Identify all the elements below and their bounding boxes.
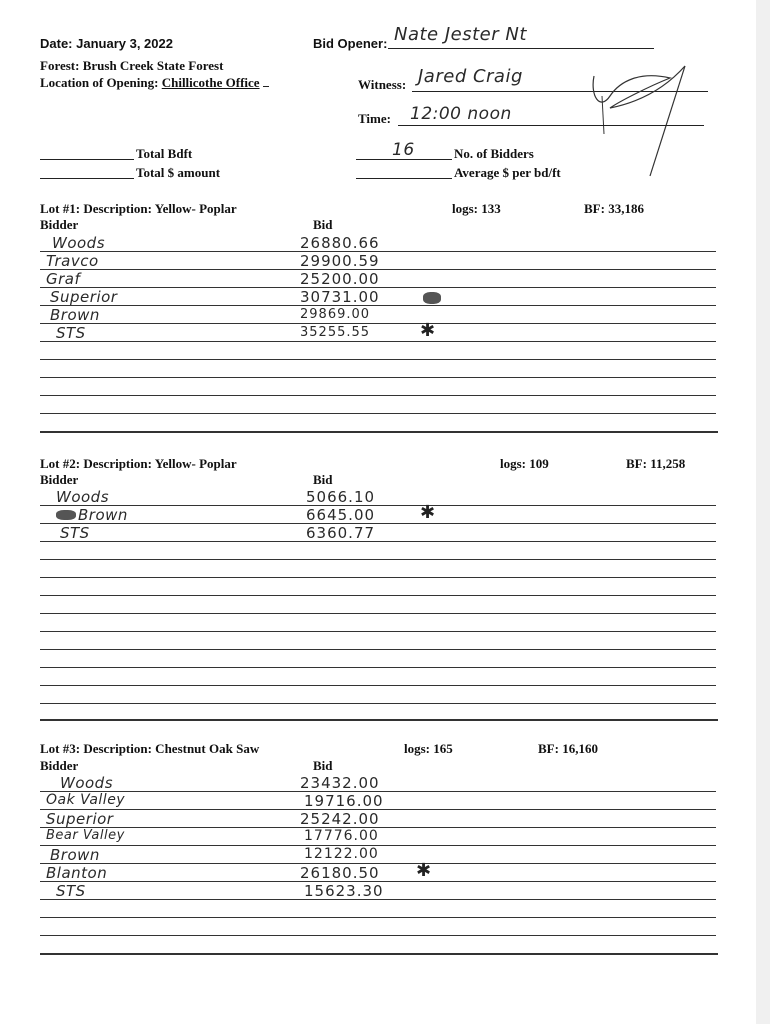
table-row-bidder: STS (56, 882, 86, 900)
table-row-bidder: STS (60, 524, 90, 542)
lot-bf: BF: 11,258 (626, 456, 686, 471)
table-row-bid: 15623.30 (304, 882, 384, 900)
location-value: Chillicothe Office (161, 75, 260, 90)
total-amount-label: Total $ amount (136, 165, 221, 180)
lot-title: Lot #3: Description: Chestnut Oak Saw (40, 741, 260, 756)
num-bidders-label: No. of Bidders (454, 146, 534, 161)
location-label: Location of Opening: (40, 75, 159, 90)
bid-opener-label: Bid Opener: (313, 36, 388, 51)
total-amount-blank (40, 178, 134, 179)
bidder-header: Bidder (40, 758, 79, 773)
scribble-mark (56, 510, 76, 520)
table-row-bid: 23432.00 (300, 774, 380, 792)
time-label: Time: (358, 111, 391, 126)
scan-edge (756, 0, 770, 1024)
lot-logs: logs: 109 (500, 456, 549, 471)
lot-title: Lot #1: Description: Yellow- Poplar (40, 201, 237, 216)
lot-logs: logs: 165 (404, 741, 453, 756)
location-line (40, 75, 269, 91)
avg-label: Average $ per bd/ft (454, 165, 561, 180)
table-row-bidder: Brown (78, 506, 128, 524)
table-row-bidder: Woods (56, 488, 110, 506)
winning-bid-star-icon: ✱ (420, 320, 436, 341)
table-row-bid: 29900.59 (300, 252, 380, 270)
witness-label: Witness: (358, 77, 407, 92)
table-row-bidder: Woods (52, 234, 106, 252)
winning-bid-star-icon: ✱ (420, 502, 436, 523)
witness-signature: Jared Craig (418, 66, 523, 87)
table-row-bid: 29869.00 (300, 307, 371, 322)
table-row-bid: 6645.00 (306, 506, 376, 524)
date-line: Date: January 3, 2022 (40, 36, 173, 51)
table-row-bidder: Superior (50, 288, 118, 306)
num-bidders-value: 16 (392, 140, 415, 160)
avg-blank (356, 178, 452, 179)
lot-bf: BF: 33,186 (584, 201, 644, 216)
lot-bf: BF: 16,160 (538, 741, 598, 756)
table-row-bid: 12122.00 (304, 846, 379, 862)
table-row-bid: 35255.55 (300, 325, 371, 340)
time-value: 12:00 noon (410, 104, 512, 124)
time-underline (398, 125, 704, 126)
table-row-bidder: Brown (50, 846, 100, 864)
table-row-bid: 30731.00 (300, 288, 380, 306)
table-row-bid: 6360.77 (306, 524, 376, 542)
lot-title: Lot #2: Description: Yellow- Poplar (40, 456, 237, 471)
table-row-bid: 5066.10 (306, 488, 376, 506)
table-row-bid: 25200.00 (300, 270, 380, 288)
table-row-bidder: Oak Valley (46, 792, 126, 808)
bid-header: Bid (313, 758, 333, 773)
signature-scrawl (580, 56, 700, 186)
bid-opener-signature: Nate Jester Nt (394, 24, 527, 45)
table-row-bidder: Woods (60, 774, 114, 792)
lot-logs: logs: 133 (452, 201, 501, 216)
total-bdft-blank (40, 159, 134, 160)
total-bdft-label: Total Bdft (136, 146, 193, 161)
table-row-bidder: Graf (46, 270, 81, 288)
bid-header: Bid (313, 472, 333, 487)
winning-bid-star-icon: ✱ (416, 860, 432, 881)
table-row-bid: 25242.00 (300, 810, 380, 828)
table-row-bidder: Superior (46, 810, 114, 828)
table-row-bidder: Bear Valley (46, 828, 125, 843)
table-row-bid: 19716.00 (304, 792, 384, 810)
bid-opener-underline (388, 48, 654, 49)
table-row-bidder: Blanton (46, 864, 108, 882)
table-row-bid: 17776.00 (304, 828, 379, 844)
table-row-bid: 26180.50 (300, 864, 380, 882)
table-row-bid: 26880.66 (300, 234, 380, 252)
scribble-mark (423, 292, 441, 304)
table-row-bidder: Travco (46, 252, 99, 270)
bidder-header: Bidder (40, 217, 79, 232)
table-row-bidder: Brown (50, 306, 100, 324)
table-row-bidder: STS (56, 324, 86, 342)
bid-header: Bid (313, 217, 333, 232)
bidder-header: Bidder (40, 472, 79, 487)
forest-line: Forest: Brush Creek State Forest (40, 58, 224, 73)
